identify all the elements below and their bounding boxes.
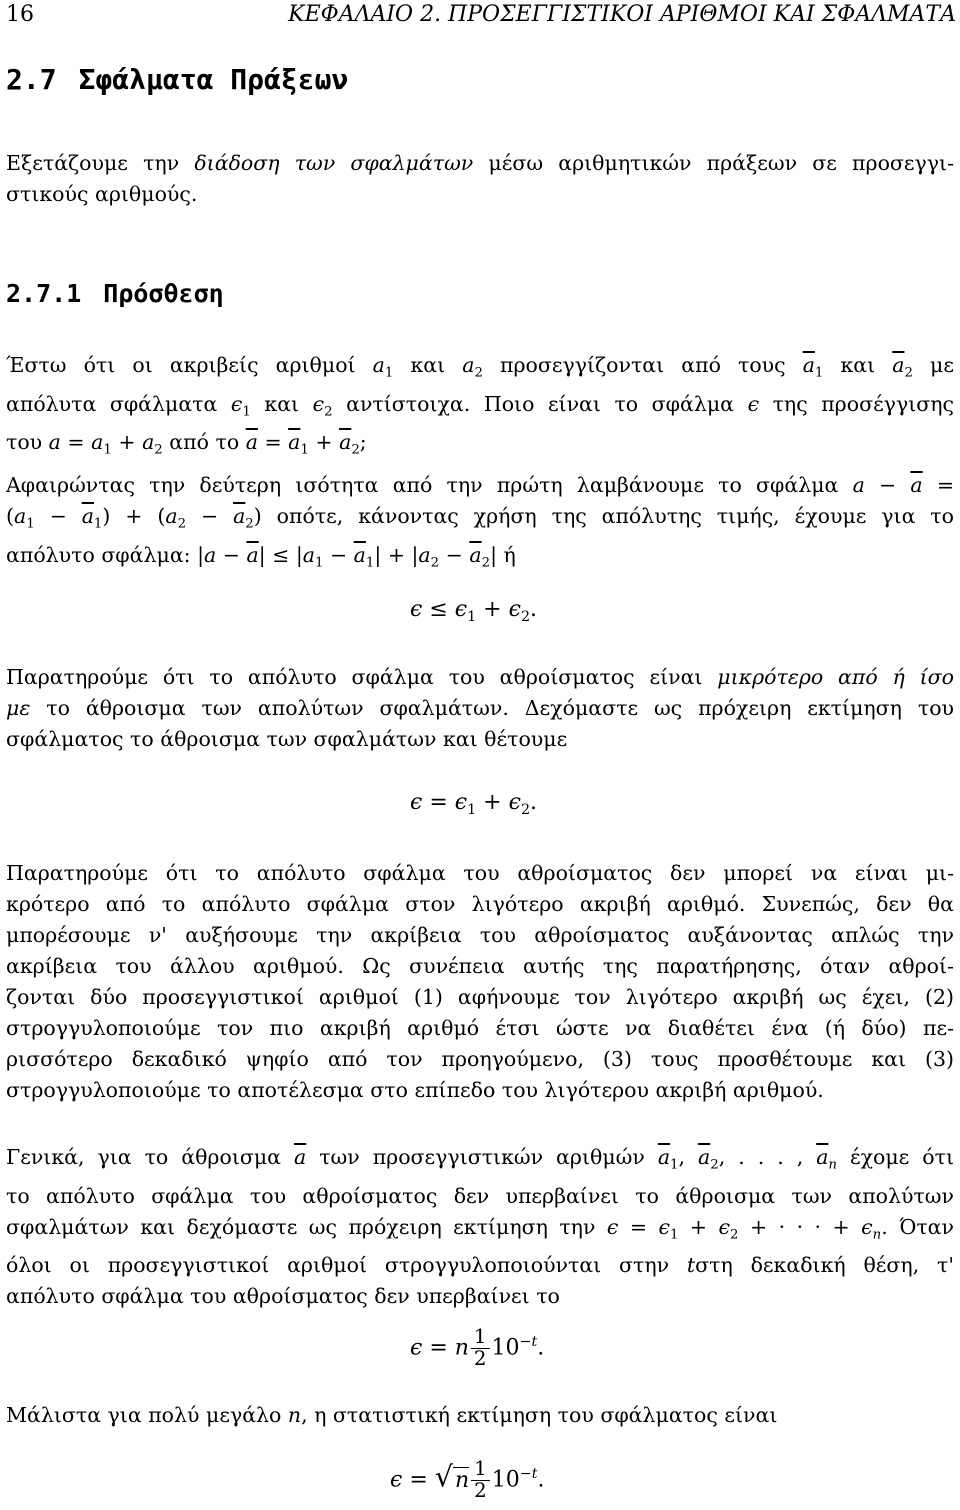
section-title: Σφάλματα Πράξεων [78,63,349,96]
running-header [6,0,956,30]
paragraph-rounding-rule: Παρατηρούμε ότι το απόλυτο σφάλμα του αθροίσματος δεν μπορεί να είναι μι- κρότερο από το απόλυτο σφάλμα στον λιγότερο ακριβή αριθμό. Συνεπώς, δεν θα μπορέσουμε ν' αυξήσουμε την ακρίβεια του αθροίσματος αυξάνοντας απλώς την ακρίβεια του άλλου αριθμού. Ως συνέπεια αυτής της παρατήρησης, όταν αθροί- ζονται δύο προσεγγιστικοί αριθμοί (1) αφήνουμε τον λιγότερο ακριβή ως έχει, (2) στρογγυλοποιούμε τον πιο ακριβή αριθμό έτσι ώστε να διαθέτει ένα (ή δύο) πε- ρισσότερο δεκαδικό ψηφίο από τον προηγούμενο, (3) τους προσθέτουμε και (3) στρογγυλοποιούμε το αποτέλεσμα στο επίπεδο του λιγότερου ακριβή αριθμού. [6,861,954,1102]
square-root-sign: √ [434,1459,453,1494]
section-number: 2.7 [6,63,57,96]
fraction-one-half: $\frac{1}{2}$ [471,1459,490,1502]
paragraph-statistical: Μάλιστα για πολύ μεγάλο n, η στατιστική εκτίμηση του σφάλματος είναι [6,1403,778,1427]
emphasis: διάδοση των σφαλμάτων [194,151,474,175]
emphasis: με [6,696,31,720]
fraction-one-half: $\frac{1}{2}$ [471,1327,490,1370]
emphasis: μικρότερο από ή ίσο [717,665,954,689]
equation-statistical-estimate: ϵ = √n $\frac{1}{2}$ $10^{-t}$. [390,1457,545,1503]
paragraph-general-sum: Γενικά, για το άθροισμα $\overline{a}$ των προσεγγιστικών αριθμών $\overline{a}_1$, $\overline{a}_2$, . . . , $\overline{a}_n$ έχομε ότι το απόλυτο σφάλμα του αθροίσματος δεν υπερβαίνει το άθροισμα των απολύτων σφαλμάτων και δεχόμαστε ως πρόχειρη εκτίμηση την $\epsilon = \epsilon_1 + \epsilon_2$ + · · · + $\epsilon_n$. Όταν όλοι οι προσεγγιστικοί αριθμοί στρογγυλοποιούνται στην tστη δεκαδική θέση, τ' απόλυτο σφάλμα του αθροίσματος δεν υπερβαίνει το [6,1145,954,1309]
equation-error-estimate: $\epsilon = \epsilon_1 + \epsilon_2$. [410,790,538,818]
subsection-title: Πρόσθεση [103,279,224,308]
intro-paragraph: Εξετάζουμε την διάδοση των σφαλμάτων μέσω αριθμητικών πράξεων σε προσεγγι- στικούς αριθμούς. [6,151,954,206]
paragraph-observation: Παρατηρούμε ότι το απόλυτο σφάλμα του αθροίσματος είναι μικρότερο από ή ίσο με το άθροισμα των απολύτων σφαλμάτων. Δεχόμαστε ως πρόχειρη εκτίμηση του σφάλματος το άθροισμα των σφαλμάτων και θέτουμε [6,665,954,751]
section-heading [6,60,348,100]
subsection-heading [6,276,224,312]
equation-rounding-bound: ϵ = n $\frac{1}{2}$ $10^{-t}$. [410,1325,545,1371]
running-title: ΚΕΦΑΛΑΙΟ 2. ΠΡΟΣΕΓΓΙΣΤΙΚΟΙ ΑΡΙΘΜΟΙ ΚΑΙ ΣΦΑΛΜΑΤΑ [288,2,956,27]
square-root-radicand: n [454,1467,470,1493]
subsection-number: 2.7.1 [6,279,82,308]
paragraph-derivation: Αφαιρώντας την δεύτερη ισότητα από την πρώτη λαμβάνουμε το σφάλμα $a - \overline{a}$ = $(a_1 - \overline{a}_1) + (a_2 - \overline{a}_2)$ οπότε, κάνοντας χρήση της απόλυτης τιμής, έχουμε για το απόλυτο σφάλμα: $|a - \overline{a}| \le |a_1 - \overline{a}_1| + |a_2 - \overline{a}_2|$ ή [6,473,954,571]
page-number: 16 [6,2,34,27]
equation-error-bound: $\epsilon \le \epsilon_1 + \epsilon_2$. [410,597,538,625]
paragraph-problem: Έστω ότι οι ακριβείς αριθμοί $a_1$ και $a_2$ προσεγγίζονται από τους $\overline{a}_1$ και $\overline{a}_2$ με απόλυτα σφάλματα $\epsilon_1$ και $\epsilon_2$ αντίστοιχα. Ποιο είναι το σφάλμα ϵ της προσέγγισης του $a = a_1 + a_2$ από το $\overline{a} = \overline{a}_1 + \overline{a}_2$; [6,353,954,458]
